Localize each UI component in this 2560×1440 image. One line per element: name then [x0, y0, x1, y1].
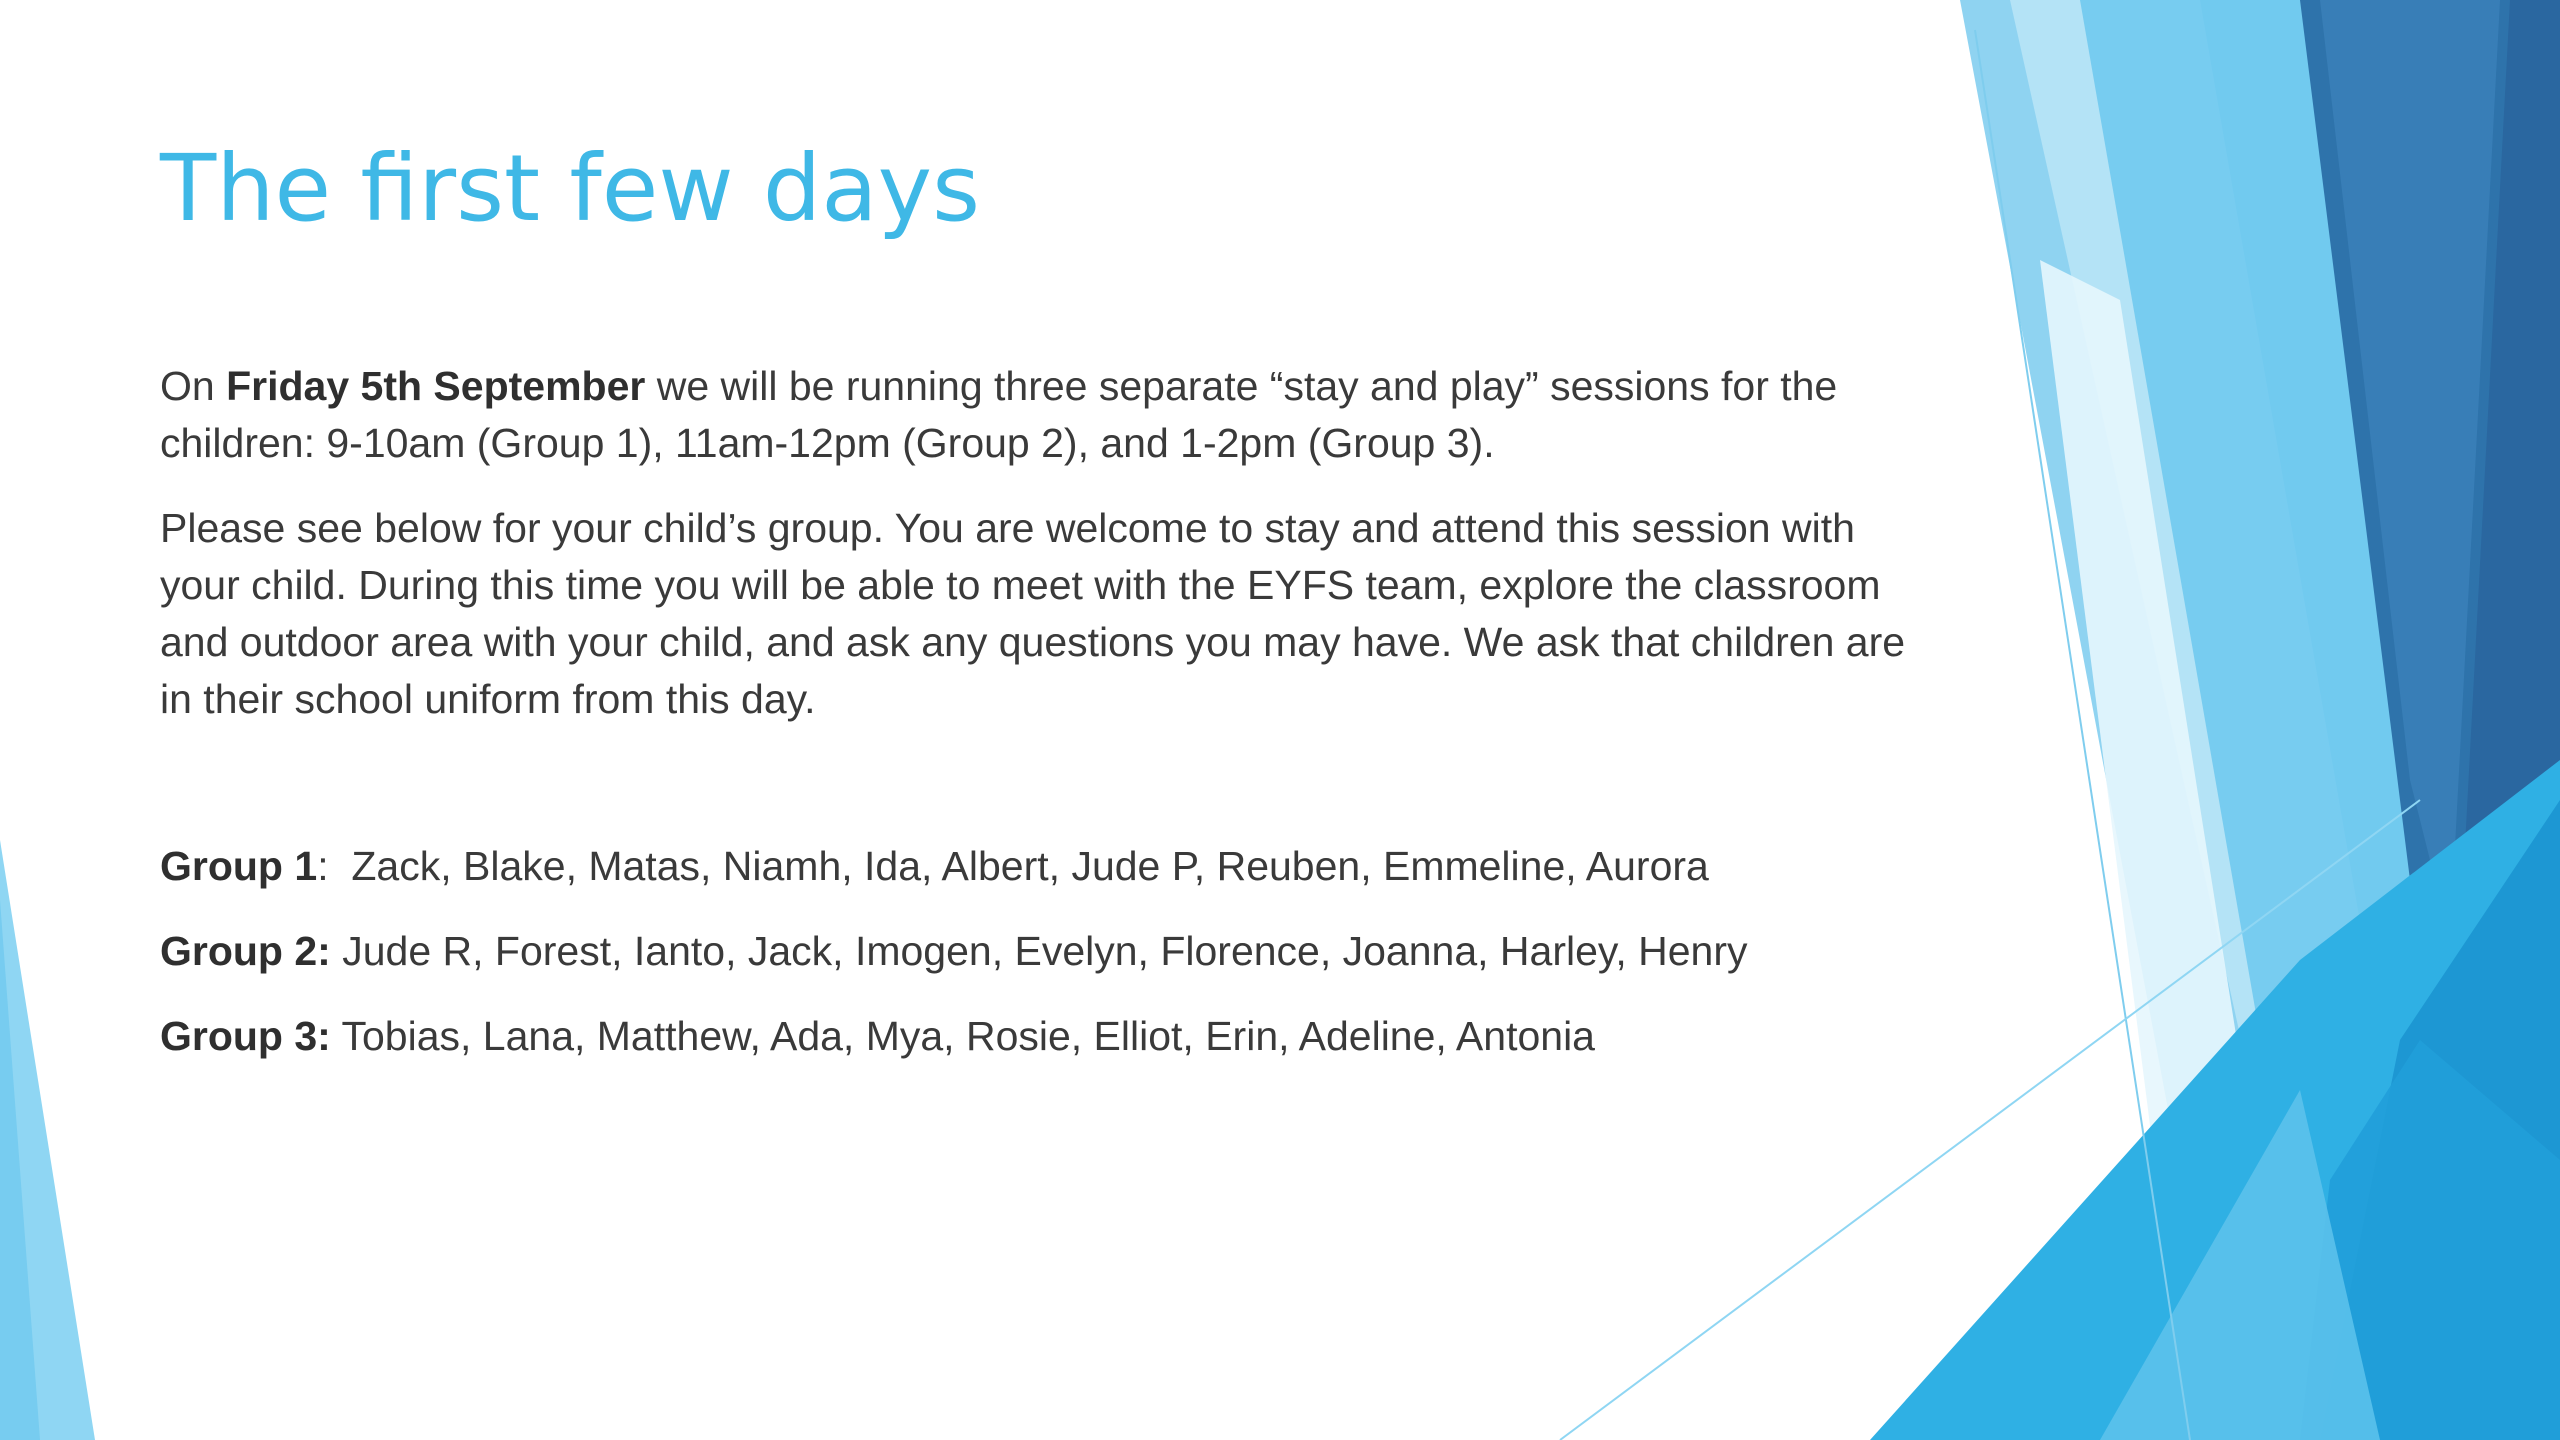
group-3-line	[160, 1008, 1920, 1065]
intro-prefix: On	[160, 363, 227, 409]
group-1-label: Group 1	[160, 843, 318, 889]
group-2-names: Jude R, Forest, Ianto, Jack, Imogen, Evelyn, Florence, Joanna, Harley, Henry	[342, 928, 1748, 974]
slide-title: The first few days	[160, 135, 981, 242]
group-1-line	[160, 838, 1920, 895]
intro-paragraph	[160, 358, 1920, 472]
session-date: Friday 5th September	[226, 363, 646, 409]
slide-body	[160, 358, 1920, 1093]
group-2-label: Group 2:	[160, 928, 331, 974]
group-2-line	[160, 923, 1920, 980]
group-3-names: Tobias, Lana, Matthew, Ada, Mya, Rosie, Elliot, Erin, Adeline, Antonia	[341, 1013, 1595, 1059]
group-3-label: Group 3:	[160, 1013, 331, 1059]
group-1-separator: :	[317, 843, 352, 889]
intro-text: we will be running three separate “stay and play” sessions for the children: 9-10am (Group 1), 11am-12pm (Group 2), and 1-2pm (Group 3).	[160, 363, 1838, 466]
group-1-names: Zack, Blake, Matas, Niamh, Ida, Albert, Jude P, Reuben, Emmeline, Aurora	[351, 843, 1709, 889]
spacer	[160, 756, 1920, 838]
details-paragraph: Please see below for your child’s group. You are welcome to stay and attend this session with your child. During this time you will be able to meet with the EYFS team, explore the classroom and outdoor area with your child, and ask any questions you may have. We ask that children are in their school uniform from this day.	[160, 505, 1906, 722]
group-3-separator	[331, 1013, 342, 1059]
group-2-separator	[331, 928, 342, 974]
